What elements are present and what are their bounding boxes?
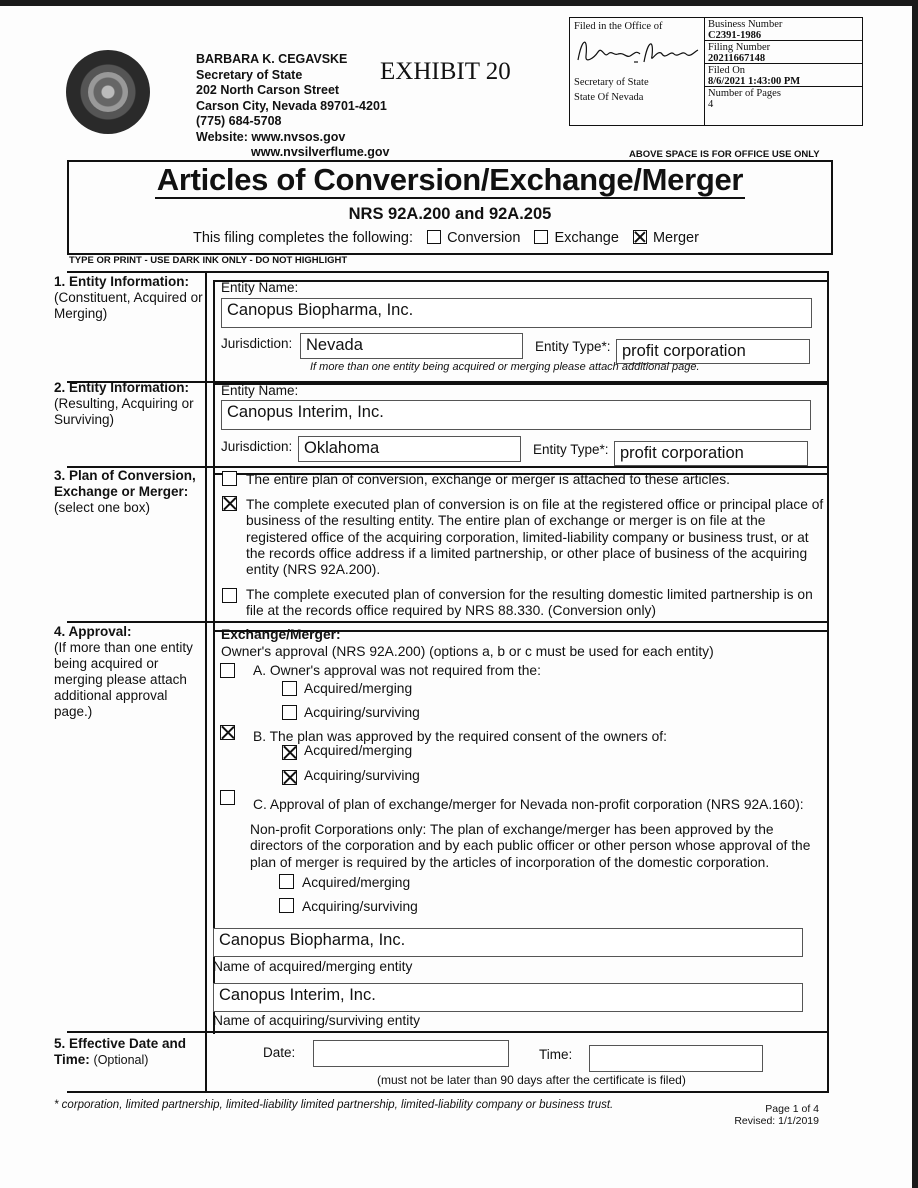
option-a-acquired-label: Acquired/merging — [304, 681, 413, 696]
s1-entity-type-input[interactable]: profit corporation — [616, 339, 810, 364]
conversion-checkbox[interactable] — [427, 230, 441, 244]
s1-entity-name-label: Entity Name: — [221, 280, 299, 295]
s2-entity-name-input[interactable]: Canopus Interim, Inc. — [221, 400, 811, 430]
exhibit-label: EXHIBIT 20 — [380, 58, 511, 85]
page-info — [700, 1103, 819, 1127]
option-b-text: B. The plan was approved by the required consent of the owners of: — [253, 729, 667, 744]
date-input[interactable] — [313, 1040, 509, 1067]
footnote: * corporation, limited partnership, limited-liability limited partnership, limited-liability company or business trust. — [54, 1099, 614, 1111]
merger-label: Merger — [652, 230, 699, 246]
option-b-checkbox[interactable] — [220, 725, 235, 740]
signature-icon — [574, 32, 700, 72]
filed-on-label: Filed On — [708, 65, 746, 76]
acquired-entity-label: Name of acquired/merging entity — [213, 959, 413, 974]
section3-heading: 3. Plan of Conversion, Exchange or Merger: (select one box) — [54, 468, 196, 515]
option-b-acquired-checkbox[interactable] — [282, 745, 297, 760]
option-b-acquiring-checkbox[interactable] — [282, 770, 297, 785]
office-use-note: ABOVE SPACE IS FOR OFFICE USE ONLY — [629, 149, 820, 160]
title-box — [67, 160, 833, 255]
website2: www.nvsilverflume.gov — [251, 145, 390, 159]
agency-block — [196, 52, 389, 161]
s2-entity-type-label: Entity Type*: — [533, 442, 609, 457]
scan-edge-right — [912, 0, 918, 1188]
section1-heading: 1. Entity Information: (Constituent, Acquired or Merging) — [54, 274, 203, 321]
exchange-merger-heading: Exchange/Merger: — [221, 627, 341, 642]
grid-right — [827, 271, 829, 1093]
filing-type-row — [193, 230, 699, 246]
divider-4-5 — [67, 1031, 829, 1033]
option-c-acquired-checkbox[interactable] — [279, 874, 294, 889]
s1-entity-type-label: Entity Type*: — [535, 339, 611, 354]
s1-note: If more than one entity being acquired or merging please attach additional page. — [310, 361, 700, 373]
s2-entity-name-label: Entity Name: — [221, 383, 299, 398]
option-c-acquiring-checkbox[interactable] — [279, 898, 294, 913]
filing-number-row — [705, 41, 862, 64]
option-b-acquiring-label: Acquiring/surviving — [304, 768, 420, 783]
option-a-checkbox[interactable] — [220, 663, 235, 678]
date-label: Date: — [263, 1045, 296, 1060]
time-label: Time: — [539, 1047, 573, 1062]
address-line2: Carson City, Nevada 89701-4201 — [196, 98, 387, 113]
revised-date: Revised: 1/1/2019 — [734, 1115, 819, 1127]
exchange-label: Exchange — [554, 230, 619, 246]
stamp-left — [570, 18, 705, 125]
business-number: C2391-1986 — [708, 30, 762, 41]
option-a-acquiring-label: Acquiring/surviving — [304, 705, 420, 720]
filing-type-prefix: This filing completes the following: — [193, 230, 414, 246]
phone: (775) 684-5708 — [196, 114, 282, 128]
filed-on: 8/6/2021 1:43:00 PM — [708, 76, 801, 87]
s1-jurisdiction-label: Jurisdiction: — [221, 336, 293, 351]
nonprofit-text: Non-profit Corporations only: The plan of exchange/merger has been approved by the directors of the corporation and by each public officer or other person whose approval of the plan of merger is required by the articles of incorporation of the domestic corporation. — [250, 822, 811, 870]
owner-approval-text: Owner's approval (NRS 92A.200) (options a, b or c must be used for each entity) — [221, 644, 714, 659]
business-number-row — [705, 18, 862, 41]
website1: Website: www.nvsos.gov — [196, 129, 346, 144]
page-number: Page 1 of 4 — [765, 1103, 819, 1115]
address-line1: 202 North Carson Street — [196, 83, 340, 97]
option-c-acquiring-label: Acquiring/surviving — [302, 899, 418, 914]
s1-entity-name-input[interactable]: Canopus Biopharma, Inc. — [221, 298, 812, 328]
grid-bottom — [67, 1091, 829, 1093]
acquiring-entity-label: Name of acquiring/surviving entity — [213, 1013, 421, 1028]
filed-on-row — [705, 64, 862, 87]
plan-on-file-checkbox[interactable] — [222, 496, 237, 511]
plan-on-file-text: The complete executed plan of conversion is on file at the registered office or principal place of business of the resulting entity. The entire plan of exchange or merger is on file at the registered office of the acquiring corporation, limited-liability company or business trust, or at the records office address if a limited partnership, or other place of business of the acquiring entity (NRS 92A.200). — [246, 497, 824, 578]
option-c-text: C. Approval of plan of exchange/merger for Nevada non-profit corporation (NRS 92A.160): — [253, 797, 804, 812]
pages-row — [705, 87, 862, 123]
form-title: Articles of Conversion/Exchange/Merger — [156, 162, 744, 197]
official-name: BARBARA K. CEGAVSKE — [196, 52, 348, 66]
time-input[interactable] — [589, 1045, 763, 1072]
business-number-label: Business Number — [708, 19, 783, 30]
filing-stamp — [569, 17, 863, 126]
option-b-acquired-label: Acquired/merging — [304, 743, 413, 758]
option-a-text: A. Owner's approval was not required from the: — [253, 663, 541, 678]
option-a-acquiring-checkbox[interactable] — [282, 705, 297, 720]
inner-box-top — [213, 280, 829, 282]
s2-jurisdiction-label: Jurisdiction: — [221, 439, 293, 454]
plan-lp-text: The complete executed plan of conversion for the resulting domestic limited partnership is on file at the records office required by NRS 88.330. (Conversion only) — [246, 587, 813, 619]
section5-heading: 5. Effective Date and Time: (Optional) — [54, 1036, 187, 1067]
effective-date-note: (must not be later than 90 days after the certificate is filed) — [377, 1073, 686, 1087]
filing-number: 20211667148 — [708, 53, 766, 64]
section2-heading: 2. Entity Information: (Resulting, Acquiring or Surviving) — [54, 380, 194, 427]
s2-jurisdiction-input[interactable]: Oklahoma — [298, 436, 521, 462]
divider-3-4 — [67, 621, 829, 623]
stamp-secretary: Secretary of State — [574, 77, 649, 88]
option-c-acquired-label: Acquired/merging — [302, 875, 411, 890]
merger-checkbox[interactable] — [633, 230, 647, 244]
plan-attached-checkbox[interactable] — [222, 471, 237, 486]
filing-number-label: Filing Number — [708, 42, 771, 53]
stamp-state: State Of Nevada — [574, 92, 644, 103]
state-seal-center — [88, 72, 128, 112]
acquiring-entity-name-input[interactable]: Canopus Interim, Inc. — [213, 983, 803, 1012]
inner-box-left — [213, 280, 215, 1034]
exchange-checkbox[interactable] — [534, 230, 548, 244]
option-a-acquired-checkbox[interactable] — [282, 681, 297, 696]
acquired-entity-name-input[interactable]: Canopus Biopharma, Inc. — [213, 928, 803, 957]
stamp-right — [705, 18, 862, 125]
plan-attached-text: The entire plan of conversion, exchange or merger is attached to these articles. — [246, 472, 730, 487]
pages-count: 4 — [708, 99, 714, 110]
scan-edge-top — [0, 0, 918, 6]
s2-entity-type-input[interactable]: profit corporation — [614, 441, 808, 466]
grid-top — [67, 271, 829, 273]
official-title: Secretary of State — [196, 67, 303, 82]
form-subtitle: NRS 92A.200 and 92A.205 — [348, 205, 552, 223]
pages-label: Number of Pages — [708, 88, 781, 99]
divider-1-2-inner — [213, 383, 829, 385]
section4-heading: 4. Approval: (If more than one entity being acquired or merging please attach additional approval page.) — [54, 624, 193, 719]
stamp-filed-in: Filed in the Office of — [574, 21, 663, 32]
conversion-label: Conversion — [447, 230, 521, 246]
plan-lp-checkbox[interactable] — [222, 588, 237, 603]
s1-jurisdiction-input[interactable]: Nevada — [300, 333, 523, 359]
type-note: TYPE OR PRINT - USE DARK INK ONLY - DO NOT HIGHLIGHT — [69, 255, 348, 266]
option-c-checkbox[interactable] — [220, 790, 235, 805]
